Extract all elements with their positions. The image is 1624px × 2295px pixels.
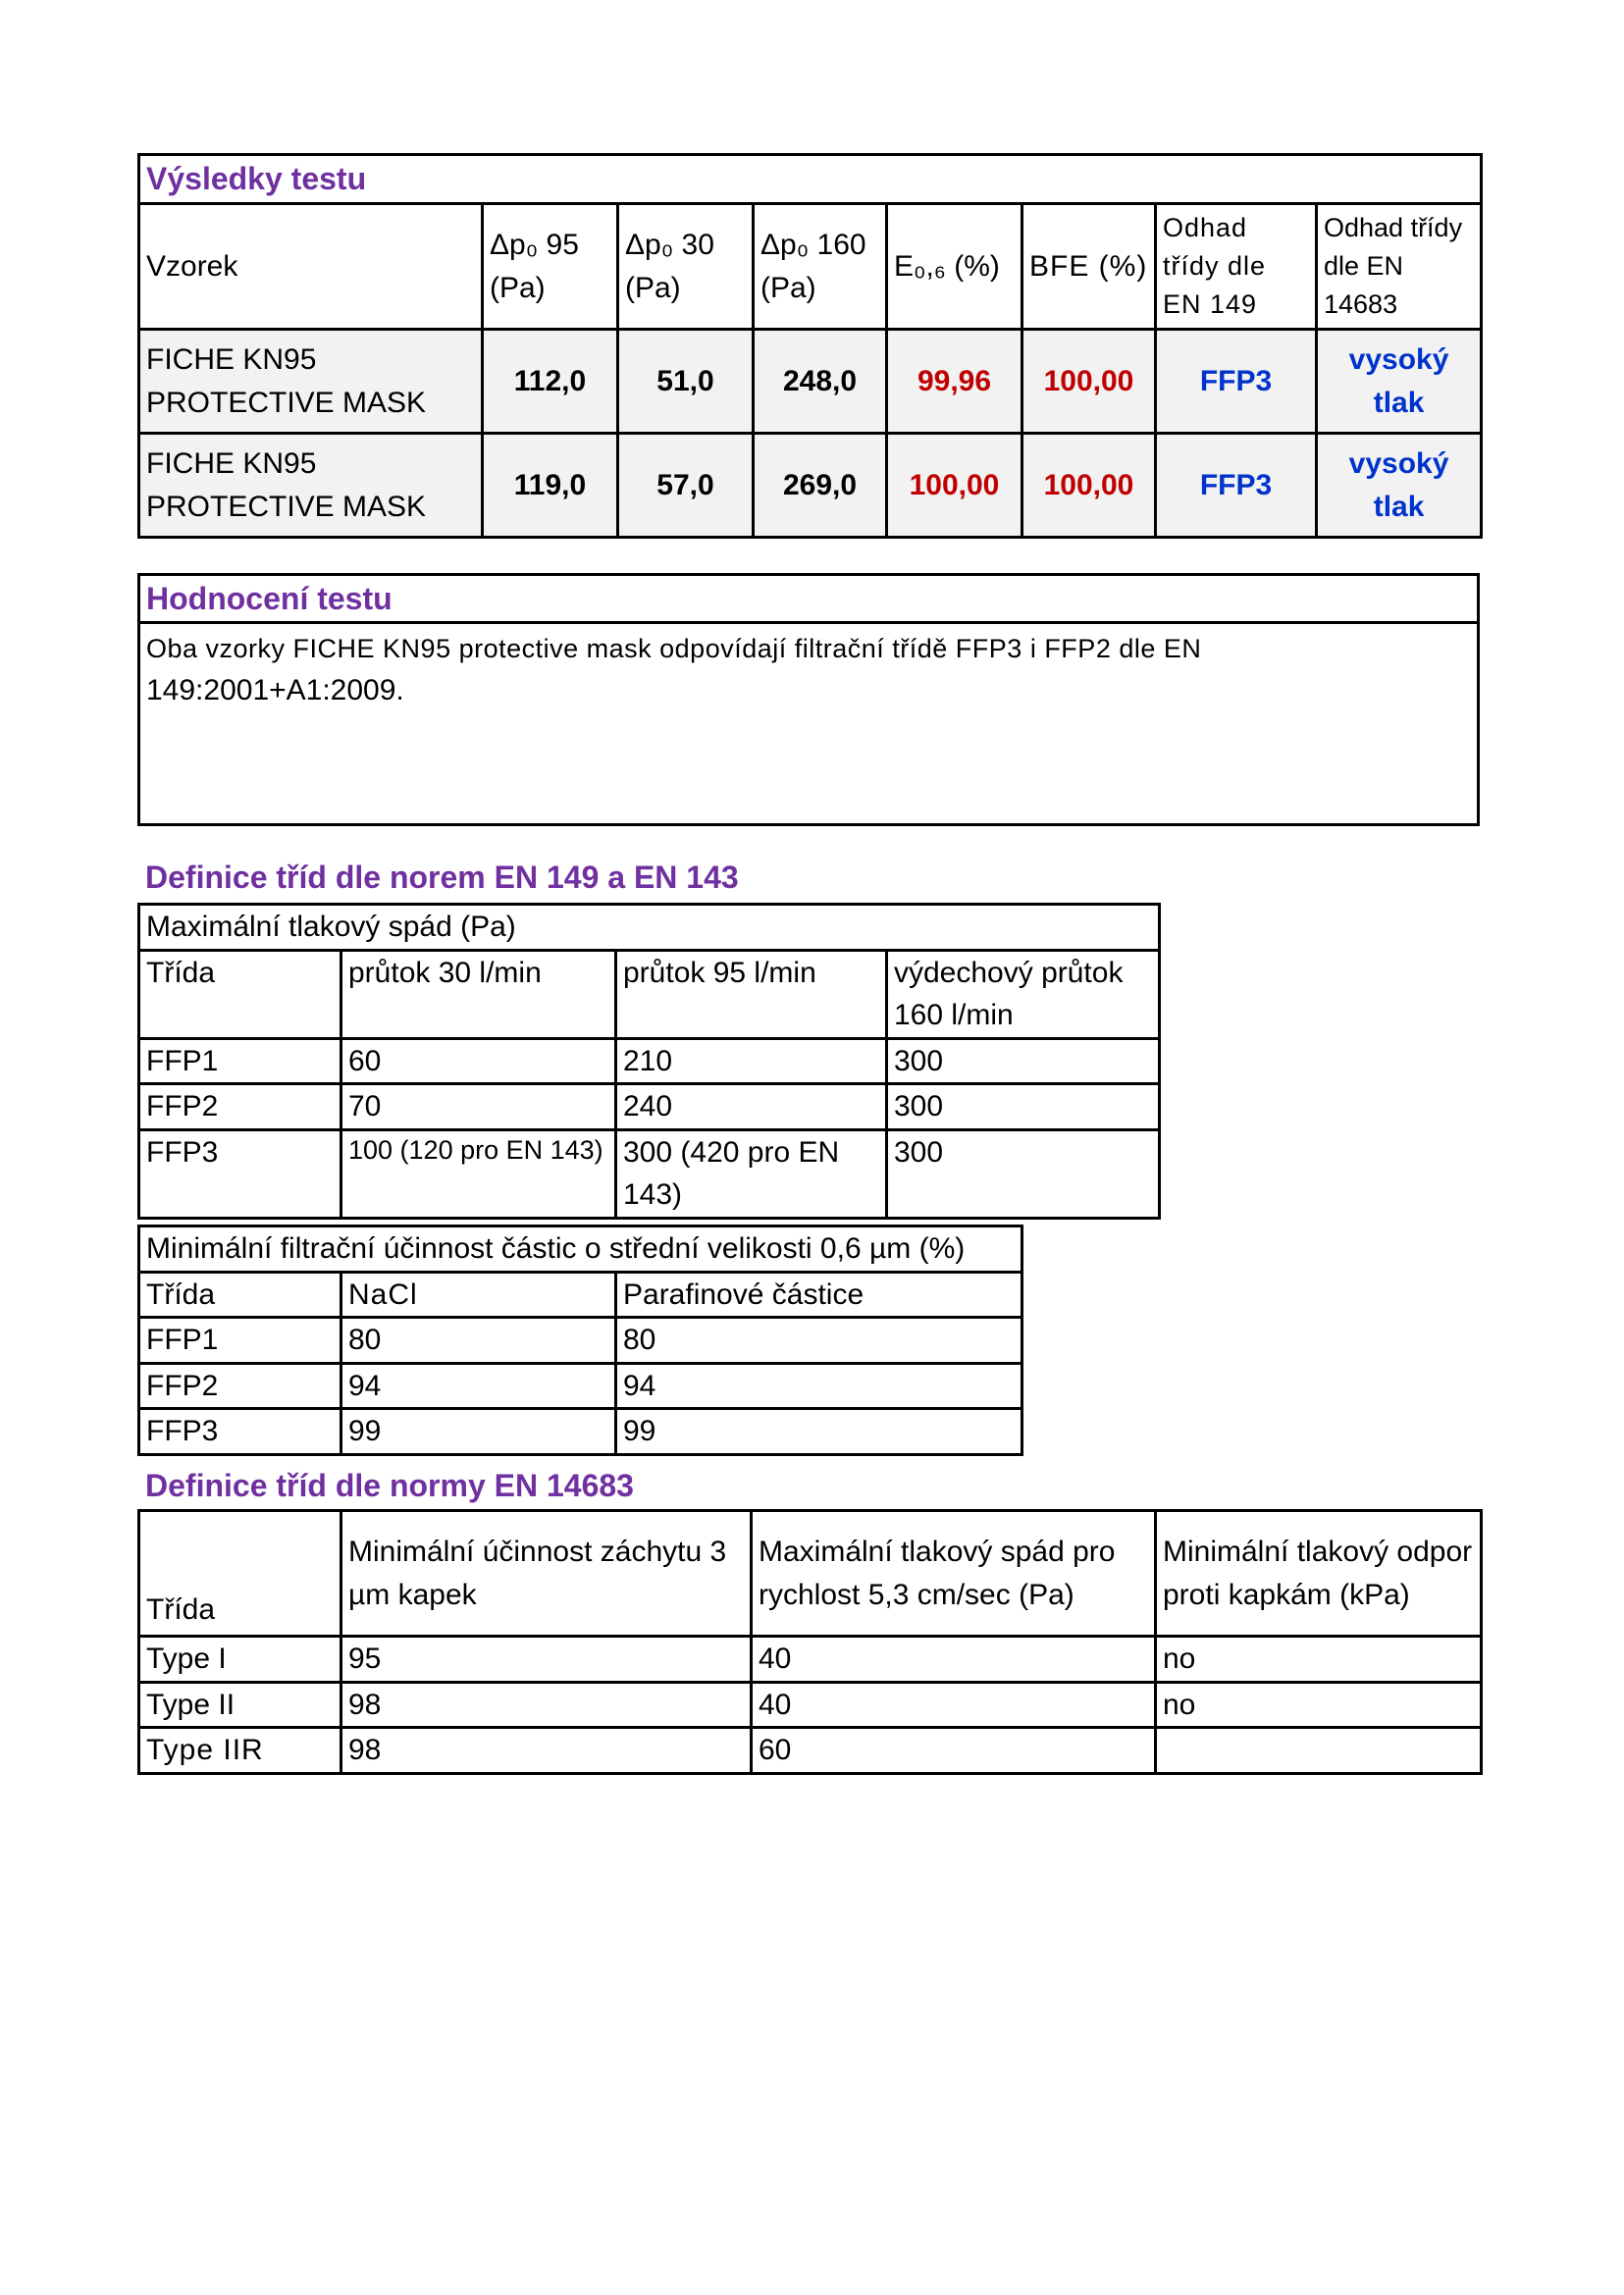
table-row [139, 1038, 1160, 1084]
evaluation-text-line1: Oba vzorky FICHE KN95 protective mask odpovídají filtrační třídě FFP3 i FFP2 dle EN [146, 634, 1202, 664]
header-e06: E₀,₆ (%) [887, 204, 1022, 330]
bfe-value: 100,00 [1022, 330, 1156, 434]
dp160-value: 248,0 [754, 330, 887, 434]
table-row [139, 1728, 1482, 1774]
header-dp95: Δp₀ 95 (Pa) [483, 204, 618, 330]
table-cell: 98 [341, 1728, 752, 1774]
evaluation-text-line2: 149:2001+A1:2009. [146, 673, 404, 706]
table-cell: 70 [341, 1084, 616, 1130]
en14683-table [137, 1509, 1483, 1775]
table-row [139, 330, 1482, 434]
table-cell: 99 [616, 1409, 1022, 1455]
class-cell: FFP3 [139, 1409, 341, 1455]
class-cell: FFP3 [139, 1129, 341, 1218]
dp95-value: 119,0 [483, 434, 618, 538]
sample-name: FICHE KN95 PROTECTIVE MASK [139, 330, 483, 434]
table-row [139, 1129, 1160, 1218]
header-splash-resistance [1156, 1511, 1482, 1637]
pressure-drop-table [137, 903, 1161, 1220]
sample-name: FICHE KN95 PROTECTIVE MASK [139, 434, 483, 538]
header-pressure-drop [752, 1511, 1156, 1637]
header-nacl: NaCl [341, 1272, 616, 1318]
table-cell: 98 [341, 1682, 752, 1728]
table-cell: 99 [341, 1409, 616, 1455]
class-cell: Type IIR [139, 1728, 341, 1774]
results-table [137, 153, 1483, 539]
table-cell: 60 [341, 1038, 616, 1084]
class-cell: Type I [139, 1637, 341, 1683]
table-cell: 40 [752, 1637, 1156, 1683]
table-cell: 80 [616, 1318, 1022, 1364]
dp95-value: 112,0 [483, 330, 618, 434]
header-flow95: průtok 95 l/min [616, 950, 887, 1038]
header-sample: Vzorek [139, 204, 483, 330]
table-row [139, 1682, 1482, 1728]
e06-value: 99,96 [887, 330, 1022, 434]
table-cell [1156, 1728, 1482, 1774]
table-cell: 95 [341, 1637, 752, 1683]
header-bfe: BFE (%) [1022, 204, 1156, 330]
header-class: Třída [139, 950, 341, 1038]
class-cell: FFP2 [139, 1084, 341, 1130]
bfe-value: 100,00 [1022, 434, 1156, 538]
results-title: Výsledky testu [139, 155, 1482, 204]
header-flow30: průtok 30 l/min [341, 950, 616, 1038]
table-cell: no [1156, 1637, 1482, 1683]
table-row [139, 1084, 1160, 1130]
header-efficiency [341, 1511, 752, 1637]
class-cell: FFP1 [139, 1038, 341, 1084]
header-en14683: Odhad třídy dle EN 14683 [1317, 204, 1482, 330]
header-paraffin: Parafinové částice [616, 1272, 1022, 1318]
evaluation-text [139, 623, 1479, 825]
en14683-estimate: vysoký tlak [1317, 434, 1482, 538]
table-cell: 300 [887, 1129, 1160, 1218]
table-cell: 300 [887, 1084, 1160, 1130]
table-row [139, 1363, 1022, 1409]
table-cell: 100 (120 pro EN 143) [341, 1129, 616, 1218]
header-dp160: Δp₀ 160 (Pa) [754, 204, 887, 330]
class-cell: FFP2 [139, 1363, 341, 1409]
en149-estimate: FFP3 [1156, 434, 1317, 538]
header-efficiency-text: Minimální účinnost záchytu 3 µm kapek [348, 1536, 727, 1611]
table-cell: 300 (420 pro EN 143) [616, 1129, 887, 1218]
table-row [139, 434, 1482, 538]
header-pressure-drop-text: Maximální tlakový spád pro rychlost 5,3 cm/sec (Pa) [759, 1536, 1116, 1611]
en14683-estimate: vysoký tlak [1317, 330, 1482, 434]
pressure-drop-caption: Maximální tlakový spád (Pa) [139, 905, 1160, 951]
class-cell: FFP1 [139, 1318, 341, 1364]
table-cell: no [1156, 1682, 1482, 1728]
en149-estimate: FFP3 [1156, 330, 1317, 434]
table-cell: 240 [616, 1084, 887, 1130]
dp30-value: 57,0 [618, 434, 754, 538]
table-cell: 210 [616, 1038, 887, 1084]
header-splash-resistance-text: Minimální tlakový odpor proti kapkám (kPa) [1163, 1536, 1473, 1611]
filtration-table [137, 1225, 1023, 1456]
table-cell: 60 [752, 1728, 1156, 1774]
en149-section-title: Definice tříd dle norem EN 149 a EN 143 [145, 860, 739, 895]
evaluation-title: Hodnocení testu [139, 575, 1479, 623]
dp30-value: 51,0 [618, 330, 754, 434]
filtration-caption: Minimální filtrační účinnost částic o střední velikosti 0,6 µm (%) [139, 1226, 1022, 1273]
dp160-value: 269,0 [754, 434, 887, 538]
evaluation-box [137, 573, 1480, 826]
class-cell: Type II [139, 1682, 341, 1728]
table-row [139, 1409, 1022, 1455]
e06-value: 100,00 [887, 434, 1022, 538]
table-row [139, 1637, 1482, 1683]
table-cell: 94 [616, 1363, 1022, 1409]
header-class: Třída [139, 1511, 341, 1637]
table-cell: 80 [341, 1318, 616, 1364]
header-dp30: Δp₀ 30 (Pa) [618, 204, 754, 330]
header-en149: Odhad třídy dle EN 149 [1156, 204, 1317, 330]
header-flow160: výdechový průtok 160 l/min [887, 950, 1160, 1038]
en14683-section-title: Definice tříd dle normy EN 14683 [145, 1468, 634, 1503]
header-class: Třída [139, 1272, 341, 1318]
table-row [139, 1318, 1022, 1364]
table-cell: 94 [341, 1363, 616, 1409]
table-cell: 40 [752, 1682, 1156, 1728]
table-cell: 300 [887, 1038, 1160, 1084]
